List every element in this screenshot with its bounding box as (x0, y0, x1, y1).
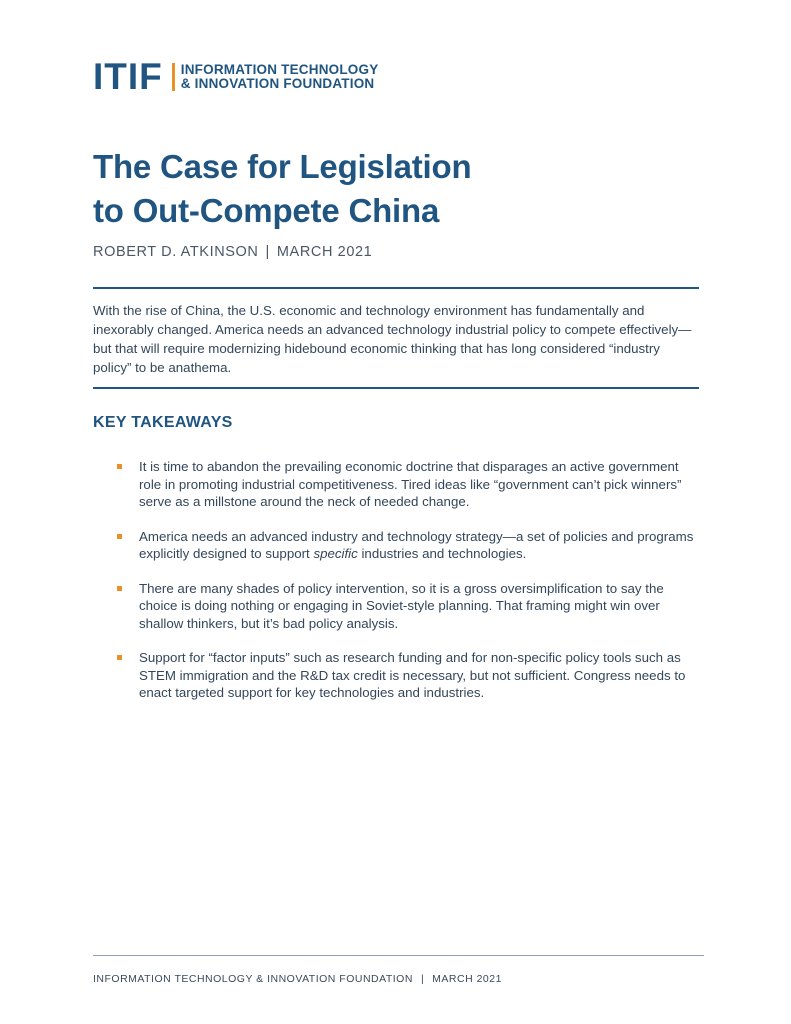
logo-mark: ITIF (93, 56, 163, 97)
byline-separator: | (265, 244, 270, 260)
logo-divider (172, 63, 175, 91)
logo-line-2: & INNOVATION FOUNDATION (180, 76, 375, 91)
logo-text (181, 63, 379, 92)
takeaway-item (115, 580, 699, 633)
page-footer (93, 973, 502, 985)
footer-date: MARCH 2021 (432, 973, 502, 985)
takeaway-emphasis: specific (313, 546, 358, 561)
takeaway-text: Support for “factor inputs” such as research funding and for non-specific policy tools such as STEM immigration and the R&D tax credit is necessary, but not sufficient. Congress needs to enact targeted support for key technologies and industries. (139, 650, 686, 700)
byline-date: MARCH 2021 (276, 244, 373, 260)
takeaway-text-after: industries and technologies. (357, 546, 527, 561)
takeaway-item (115, 528, 699, 563)
footer-separator: | (420, 973, 425, 985)
logo-line-1: INFORMATION TECHNOLOGY (180, 61, 379, 77)
key-takeaways-list (115, 458, 699, 719)
report-title (93, 145, 471, 233)
key-takeaways-heading: KEY TAKEAWAYS (93, 414, 233, 431)
summary-paragraph: With the rise of China, the U.S. economic and technology environment has fundamentally and inexorably changed. America needs an advanced technology industrial policy to compete effectively—but that will require modernizing hidebound economic thinking that has long considered “industry policy” to be anathema. (93, 303, 692, 375)
summary-top-rule (93, 287, 699, 289)
square-bullet-icon (117, 586, 122, 591)
byline (93, 244, 372, 260)
takeaway-item (115, 649, 699, 702)
square-bullet-icon (117, 534, 122, 539)
takeaway-item (115, 458, 699, 511)
takeaway-text: It is time to abandon the prevailing economic doctrine that disparages an active government role in promoting industrial competitiveness. Tired ideas like “government can’t pick winners” serve as a millstone around the neck of needed change. (139, 459, 682, 509)
square-bullet-icon (117, 655, 122, 660)
footer-rule (93, 955, 704, 956)
square-bullet-icon (117, 464, 122, 469)
footer-org: INFORMATION TECHNOLOGY & INNOVATION FOUNDATION (93, 973, 413, 985)
takeaway-text-before: America needs an advanced industry and technology strategy—a set of policies and programs explicitly designed to support (139, 528, 694, 561)
report-title-line-1: The Case for Legislation (93, 148, 472, 185)
byline-author: ROBERT D. ATKINSON (93, 244, 259, 260)
takeaway-text: There are many shades of policy intervention, so it is a gross oversimplification to say the choice is doing nothing or engaging in Soviet-style planning. That framing might win over shallow thinkers, but it’s bad policy analysis. (139, 580, 664, 631)
report-title-line-2: to Out-Compete China (93, 192, 440, 229)
summary-bottom-rule (93, 387, 699, 389)
itif-logo (93, 56, 379, 97)
